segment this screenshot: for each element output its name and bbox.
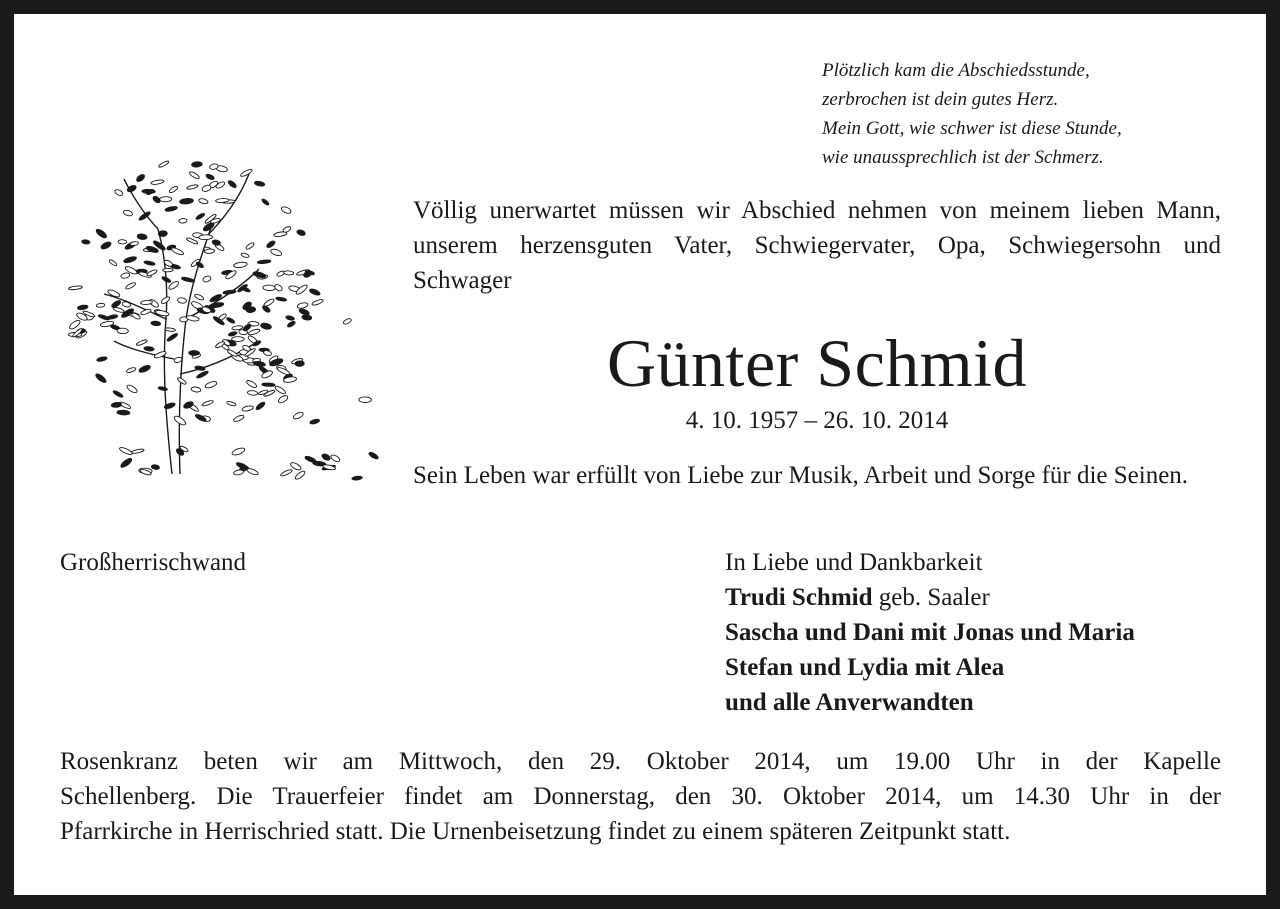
leaf [186, 184, 198, 190]
obituary-card [14, 14, 1266, 895]
leaf [117, 328, 128, 334]
leaf [231, 447, 245, 457]
widow-name: Trudi Schmid [725, 584, 873, 611]
leaf [191, 386, 201, 392]
leaf [126, 367, 136, 374]
leaf [189, 351, 200, 356]
deceased-name: Günter Schmid [606, 325, 1028, 401]
leaf [287, 320, 296, 328]
leaf [123, 256, 137, 264]
leaf [117, 410, 130, 415]
leaf [179, 198, 193, 205]
leaf [202, 275, 212, 283]
leaf [131, 448, 144, 454]
leaf [194, 413, 206, 422]
leaf [96, 356, 107, 362]
leaf [242, 323, 252, 332]
leaf [189, 171, 201, 180]
leaf [276, 297, 287, 302]
leaf [248, 328, 261, 336]
leaf [163, 268, 174, 272]
leaf [137, 233, 147, 240]
leaf [257, 259, 271, 264]
leaf [168, 185, 178, 194]
leaf [130, 241, 139, 246]
leaf [111, 402, 122, 408]
leaf [140, 300, 152, 305]
ceremony-line: Schellenberg. Die Trauerfeier findet am Donnerstag, den 30. Oktober 2014, um 14.30 Uhr in der [60, 783, 1221, 810]
leaf [202, 221, 215, 232]
leaf [160, 296, 170, 305]
leaf [263, 350, 272, 357]
leaf [181, 277, 195, 283]
leaf [321, 453, 331, 462]
leaf [151, 464, 160, 470]
leaf [146, 269, 158, 277]
family-line: Stefan und Lydia mit Alea [725, 654, 1005, 681]
leaf [311, 298, 323, 306]
leaf [210, 302, 224, 309]
poem-line: wie unaussprechlich ist der Schmerz. [822, 147, 1104, 168]
leaf [274, 385, 286, 395]
leaf [296, 229, 306, 237]
family-line: Sascha und Dani mit Jonas und Maria [725, 619, 1135, 646]
leaf [295, 361, 305, 367]
leaf [252, 271, 266, 279]
leaf [352, 476, 363, 481]
leaf [100, 241, 112, 251]
ceremony-info [60, 744, 1221, 849]
leaf [126, 384, 138, 394]
leaf [155, 309, 169, 316]
leaf [266, 240, 276, 249]
leaf [122, 301, 131, 308]
poem-line: Mein Gott, wie schwer ist diese Stunde, [822, 118, 1122, 139]
leaf [261, 305, 271, 314]
leaf [195, 212, 205, 220]
ceremony-line: Pfarrkirche in Herrischried statt. Die Urnenbeisetzung findet zu einem späteren Zeitpunkt statt. [60, 818, 1011, 845]
leaf [186, 237, 198, 245]
leaf [245, 242, 255, 251]
leaf [95, 372, 108, 383]
leaf [368, 451, 379, 460]
leaf [138, 364, 151, 373]
leaf [160, 196, 172, 201]
closing-line: In Liebe und Dankbarkeit [725, 549, 983, 576]
leaf [233, 469, 244, 475]
leaf [297, 302, 309, 309]
leaf [191, 161, 202, 167]
leaf [114, 189, 124, 197]
leaf [171, 247, 185, 256]
leaf [195, 261, 204, 269]
leaf [77, 304, 88, 310]
leaf [119, 446, 133, 456]
memorial-poem [822, 56, 1242, 172]
leaf [254, 181, 265, 187]
intro-text: Völlig unerwartet müssen wir Abschied nehmen von meinem lieben Mann, unserem herzensguten Vater, Schwiegervater, Opa, Schwiegersohn und Schwager [413, 197, 1221, 294]
leaf [142, 189, 156, 193]
leaf [196, 370, 209, 379]
leaf [280, 469, 293, 478]
leaf [285, 315, 294, 321]
leaf [233, 414, 245, 423]
leaf [112, 390, 123, 399]
leaf [68, 285, 82, 290]
windswept-tree-icon [54, 119, 384, 499]
leaf [228, 331, 237, 337]
leaf [212, 239, 221, 246]
leaf [96, 303, 105, 308]
leaf [165, 206, 178, 212]
leaf [166, 332, 178, 342]
leaf [204, 249, 214, 254]
tree-leaves [68, 160, 379, 480]
leaf [177, 377, 187, 386]
leaf [343, 318, 353, 326]
leaf [82, 239, 91, 244]
leaf [246, 467, 259, 476]
leaf [242, 405, 254, 412]
leaf [123, 209, 133, 216]
leaf [284, 270, 294, 275]
widow-line [725, 580, 1245, 615]
place-name: Großherrischwand [60, 549, 247, 576]
leaf [136, 339, 148, 346]
leaf [108, 259, 117, 267]
leaf [277, 394, 289, 404]
leaf [98, 314, 110, 321]
leaf [262, 383, 275, 387]
leaf [158, 386, 168, 391]
leaf [144, 346, 154, 351]
leaf [120, 272, 130, 279]
widow-maiden-name: geb. Saaler [872, 584, 990, 611]
life-text: Sein Leben war erfüllt von Liebe zur Musik, Arbeit und Sorge für die Seinen. [413, 462, 1189, 489]
leaf [280, 206, 292, 215]
leaf [204, 380, 217, 389]
leaf [241, 252, 250, 258]
leaf [120, 457, 133, 469]
leaf [226, 401, 236, 407]
leaf [309, 288, 321, 296]
family-signature [725, 545, 1245, 720]
leaf [260, 322, 272, 330]
leaf [199, 235, 213, 240]
leaf [330, 454, 341, 463]
leaf [309, 418, 320, 424]
leaf [144, 260, 156, 266]
leaf [302, 314, 312, 320]
leaf [223, 290, 236, 295]
leaf [359, 397, 372, 403]
leaf [233, 261, 247, 268]
leaf [177, 297, 187, 303]
leaf [165, 327, 176, 331]
leaf [246, 379, 258, 389]
leaf [158, 230, 167, 236]
leaf [95, 228, 108, 239]
leaf [227, 179, 237, 188]
leaf [198, 198, 208, 205]
leaf [179, 218, 188, 223]
leaf [194, 293, 205, 301]
life-dates: 4. 10. 1957 – 26. 10. 2014 [685, 407, 949, 434]
leaf [270, 248, 283, 257]
leaf [255, 401, 266, 411]
poem-line: zerbrochen ist dein gutes Herz. [822, 89, 1059, 110]
leaf [205, 173, 215, 180]
leaf [292, 411, 304, 420]
leaf [135, 173, 145, 183]
ceremony-line: Rosenkranz beten wir am Mittwoch, den 29. Oktober 2014, um 19.00 Uhr in der Kapelle [60, 748, 1221, 775]
leaf [151, 179, 165, 185]
leaf [274, 283, 284, 292]
family-line: und alle Anverwandten [725, 689, 974, 716]
leaf [125, 282, 136, 291]
leaf [247, 390, 258, 395]
leaf [201, 184, 212, 193]
leaf [263, 285, 276, 291]
leaf [118, 240, 127, 244]
leaf [240, 168, 253, 177]
poem-line: Plötzlich kam die Abschiedsstunde, [822, 60, 1090, 81]
leaf [246, 306, 256, 312]
leaf [294, 470, 306, 481]
leaf [226, 317, 235, 324]
leaf [202, 400, 214, 407]
leaf [158, 160, 169, 168]
leaf [282, 225, 291, 233]
leaf [261, 198, 270, 206]
leaf [151, 321, 161, 326]
